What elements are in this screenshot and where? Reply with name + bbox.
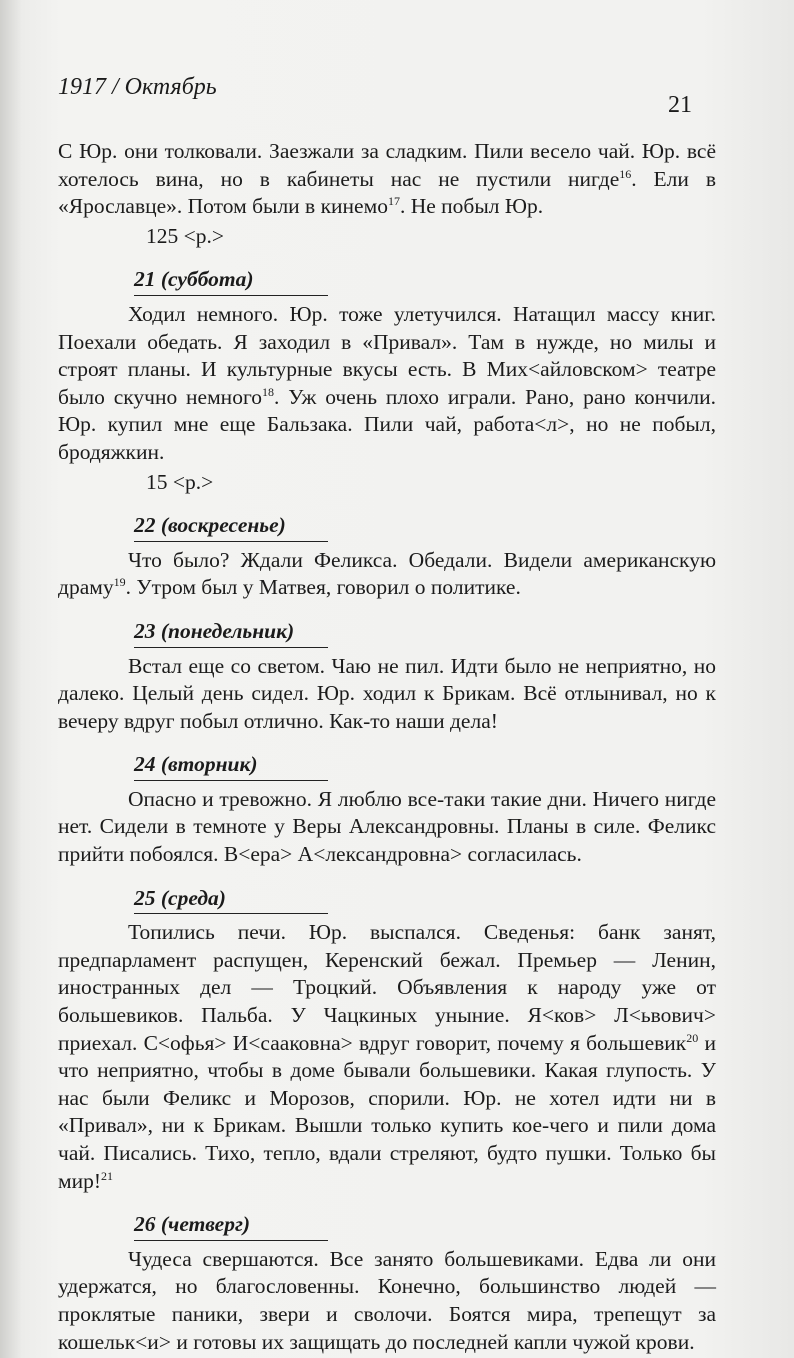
footnote-ref[interactable]: 16	[619, 166, 632, 181]
footnote-ref[interactable]: 18	[261, 384, 274, 399]
entry-date: 22 (воскресенье)	[134, 512, 328, 542]
intro-text-c: . Не побыл Юр.	[399, 194, 544, 219]
diary-entry	[58, 869, 716, 1196]
body-text	[58, 138, 716, 1356]
diary-entry	[58, 735, 716, 868]
entry-paragraph	[58, 653, 716, 736]
entry-paragraph	[58, 1246, 716, 1356]
intro-text-b: . Ели в «Ярославце». Потом были в кинемо	[58, 166, 716, 219]
entry-paragraph	[58, 547, 716, 602]
entry-paragraph	[58, 786, 716, 869]
entry-text: Ходил немного. Юр. тоже улетучился. Натащил массу книг. Поехали обедать. Я заходил в «Привал». Там в нужде, но милы и строят планы. И культурные вкусы есть. В Мих<айловском> театре было скучно немного	[58, 301, 716, 409]
entry-paragraph	[58, 301, 716, 467]
footnote-ref[interactable]: 20	[686, 1030, 699, 1045]
intro-paragraph	[58, 138, 716, 221]
entry-text: . Утром был у Матвея, говорил о политике.	[125, 575, 521, 600]
diary-entry	[58, 250, 716, 496]
entry-paragraph	[58, 919, 716, 1195]
entry-text: . Уж очень плохо играли. Рано, рано кончили. Юр. купил мне еще Бальзака. Пили чай, работа<л>, но не побыл, бродяжкин.	[58, 384, 717, 464]
entry-date: 25 (среда)	[134, 885, 328, 915]
intro-text-a: С Юр. они толковали. Заезжали за сладким. Пили весело чай. Юр. всё хотелось вина, но в кабинеты нас не пустили нигде	[58, 139, 716, 191]
expense-amount: 15 <р.>	[146, 469, 214, 494]
entry-text: и что неприятно, чтобы в доме бывали большевики. Какая глупость. У нас были Феликс и Морозов, спорили. Юр. не хотел идти ни в «Привал», ни к Брикам. Вышли только купить кое-чего и пили дома чай. Писались. Тихо, тепло, вдали стреляют, будто пушки. Только бы мир!	[58, 1030, 716, 1193]
footnote-ref[interactable]: 21	[101, 1168, 114, 1183]
diary-entry	[58, 1195, 716, 1356]
entry-date: 21 (суббота)	[134, 266, 328, 296]
footnote-ref[interactable]: 19	[113, 575, 126, 590]
entry-text: Топились печи. Юр. выспался. Сведенья: банк занят, предпарламент распущен, Керенский бежал. Премьер — Ленин, иностранных дел — Троцкий. Объявления к народу уже от большевиков. Пальба. У Чацкиных уныние. Я<ков> Л<ьвович> приехал. С<офья> И<сааковна> вдруг говорит, почему я большевик	[58, 920, 716, 1055]
entry-text: Чудеса свершаются. Все занято большевиками. Едва ли они удержатся, но благословенны. Конечно, большинство людей — проклятые паники, звери и сволочи. Боятся мира, трепещут за кошельк<и> и готовы их защищать до последней капли чужой крови.	[58, 1246, 716, 1354]
entry-text: Опасно и тревожно. Я люблю все-таки такие дни. Ничего нигде нет. Сидели в темноте у Веры Александровны. Планы в силе. Феликс прийти побоялся. В<ера> А<лександровна> согласилась.	[58, 786, 716, 867]
diary-entry	[58, 496, 716, 602]
entry-date: 26 (четверг)	[134, 1211, 328, 1241]
entry-text: Встал еще со светом. Чаю не пил. Идти было не неприятно, но далеко. Целый день сидел. Юр. ходил к Брикам. Всё отлынивал, но к вечеру вдруг побыл отлично. Как-то наши дела!	[58, 653, 716, 733]
running-title: 1917 / Октябрь	[58, 74, 217, 100]
entry-date: 24 (вторник)	[134, 751, 328, 781]
page-number: 21	[668, 92, 692, 118]
entry-date: 23 (понедельник)	[134, 618, 328, 648]
footnote-ref[interactable]: 17	[387, 194, 400, 209]
diary-entry	[58, 602, 716, 735]
expense-amount: 125 <р.>	[146, 223, 225, 248]
entry-text: Что было? Ждали Феликса. Обедали. Видели американскую драму	[58, 547, 716, 600]
